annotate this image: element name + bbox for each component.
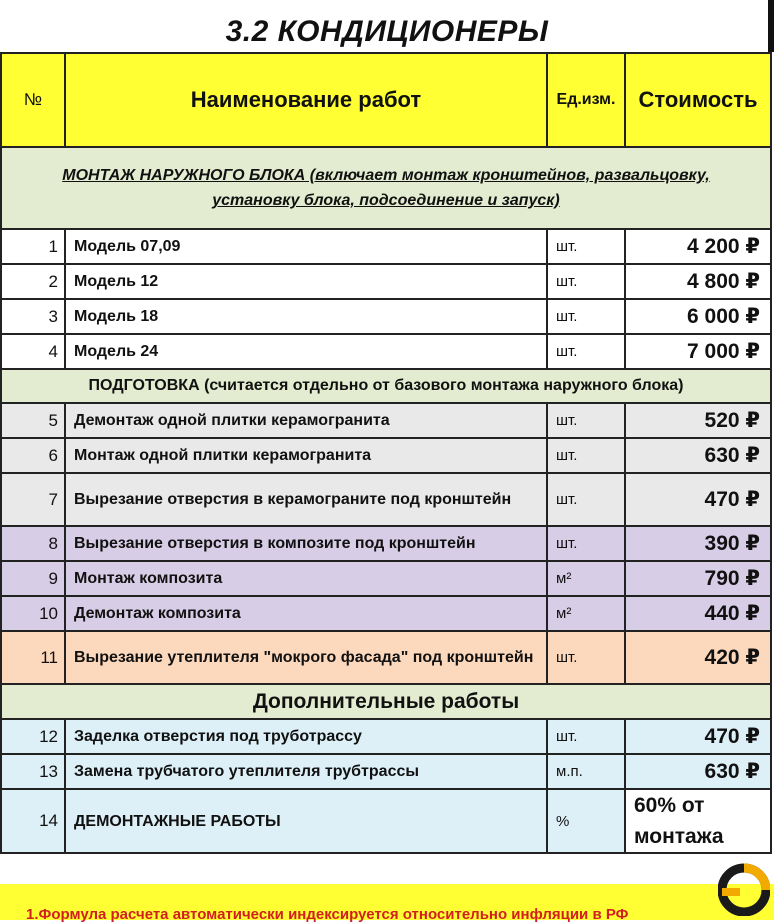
row-name: Вырезание отверстия в композите под кронштейн xyxy=(65,526,547,561)
row-name: Модель 12 xyxy=(65,264,547,299)
row-name: Монтаж композита xyxy=(65,561,547,596)
row-name: Монтаж одной плитки керамогранита xyxy=(65,438,547,473)
table-row xyxy=(1,719,771,754)
row-cost: 470 ₽ xyxy=(625,719,771,754)
row-num: 2 xyxy=(1,264,65,299)
row-cost: 4 200 ₽ xyxy=(625,229,771,264)
row-unit: шт. xyxy=(547,334,625,369)
row-cost: 6 000 ₽ xyxy=(625,299,771,334)
header-unit: Ед.изм. xyxy=(547,53,625,147)
row-num: 11 xyxy=(1,631,65,684)
row-unit: шт. xyxy=(547,631,625,684)
row-cost: 7 000 ₽ xyxy=(625,334,771,369)
header-cost: Стоимость xyxy=(625,53,771,147)
page-title: 3.2 КОНДИЦИОНЕРЫ xyxy=(225,15,549,48)
row-num: 14 xyxy=(1,789,65,853)
row-name: Демонтаж композита xyxy=(65,596,547,631)
row-num: 8 xyxy=(1,526,65,561)
row-name: ДЕМОНТАЖНЫЕ РАБОТЫ xyxy=(65,789,547,853)
row-name: Модель 24 xyxy=(65,334,547,369)
row-num: 4 xyxy=(1,334,65,369)
section-outdoor-line1: МОНТАЖ НАРУЖНОГО БЛОКА (включает монтаж кронштейнов, развальцовку, xyxy=(62,167,710,184)
row-name: Модель 07,09 xyxy=(65,229,547,264)
row-num: 10 xyxy=(1,596,65,631)
header-name: Наименование работ xyxy=(65,53,547,147)
table-row xyxy=(1,403,771,438)
table-row xyxy=(1,264,771,299)
table-row xyxy=(1,334,771,369)
row-name: Модель 18 xyxy=(65,299,547,334)
row-name: Замена трубчатого утеплителя трубтрассы xyxy=(65,754,547,789)
table-row xyxy=(1,631,771,684)
edge-strip xyxy=(768,0,774,52)
row-num: 3 xyxy=(1,299,65,334)
table-row xyxy=(1,526,771,561)
row-num: 1 xyxy=(1,229,65,264)
table-row xyxy=(1,561,771,596)
table-row xyxy=(1,438,771,473)
section-additional: Дополнительные работы xyxy=(1,684,771,719)
row-unit: шт. xyxy=(547,473,625,526)
row-cost: 520 ₽ xyxy=(625,403,771,438)
row-name: Демонтаж одной плитки керамогранита xyxy=(65,403,547,438)
row-unit: шт. xyxy=(547,526,625,561)
row-cost: 630 ₽ xyxy=(625,754,771,789)
table-row xyxy=(1,473,771,526)
section-outdoor-line2: установку блока, подсоединение и запуск) xyxy=(212,192,560,209)
brand-logo-icon xyxy=(718,860,770,916)
row-num: 5 xyxy=(1,403,65,438)
table-header xyxy=(1,53,771,147)
row-unit: шт. xyxy=(547,299,625,334)
row-unit: шт. xyxy=(547,229,625,264)
row-cost: 790 ₽ xyxy=(625,561,771,596)
row-cost: 4 800 ₽ xyxy=(625,264,771,299)
table-row xyxy=(1,754,771,789)
row-num: 6 xyxy=(1,438,65,473)
row-cost: 390 ₽ xyxy=(625,526,771,561)
row-unit: м² xyxy=(547,596,625,631)
row-num: 12 xyxy=(1,719,65,754)
row-unit: м² xyxy=(547,561,625,596)
row-cost: 420 ₽ xyxy=(625,631,771,684)
table-row xyxy=(1,789,771,853)
row-unit: % xyxy=(547,789,625,853)
row-cost: 60% от монтажа xyxy=(625,789,771,853)
row-num: 13 xyxy=(1,754,65,789)
row-name: Вырезание отверстия в керамограните под кронштейн xyxy=(65,473,547,526)
table-row xyxy=(1,596,771,631)
row-name: Вырезание утеплителя "мокрого фасада" под кронштейн xyxy=(65,631,547,684)
footer-note: 1.Формула расчета автоматически индексируется относительно инфляции в РФ xyxy=(26,906,629,923)
row-name: Заделка отверстия под труботрассу xyxy=(65,719,547,754)
row-cost: 470 ₽ xyxy=(625,473,771,526)
row-cost: 440 ₽ xyxy=(625,596,771,631)
row-unit: шт. xyxy=(547,719,625,754)
table-row xyxy=(1,299,771,334)
section-outdoor xyxy=(1,147,771,229)
row-num: 7 xyxy=(1,473,65,526)
row-num: 9 xyxy=(1,561,65,596)
row-unit: шт. xyxy=(547,264,625,299)
section-prep: ПОДГОТОВКА (считается отдельно от базового монтажа наружного блока) xyxy=(1,369,771,403)
table-row xyxy=(1,229,771,264)
row-unit: шт. xyxy=(547,438,625,473)
price-table xyxy=(0,52,772,854)
row-cost: 630 ₽ xyxy=(625,438,771,473)
header-num: № xyxy=(1,53,65,147)
row-unit: м.п. xyxy=(547,754,625,789)
row-unit: шт. xyxy=(547,403,625,438)
